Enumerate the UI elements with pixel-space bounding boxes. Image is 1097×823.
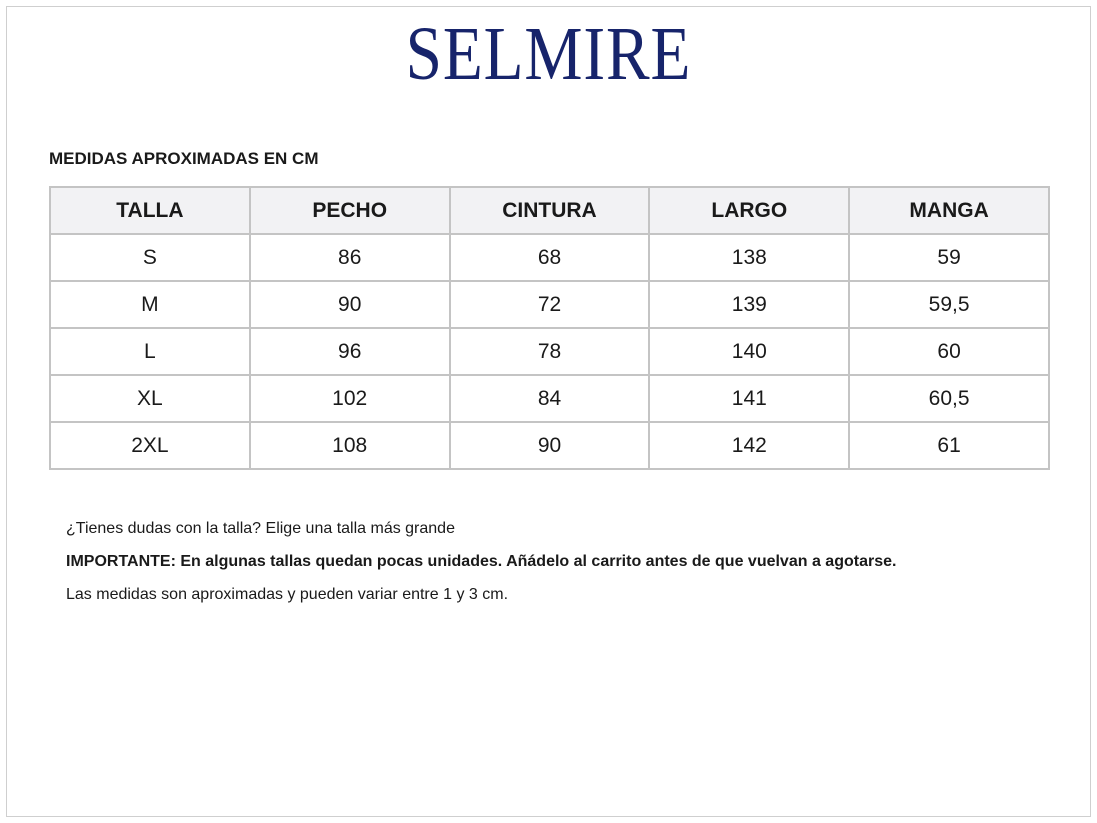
cell-largo: 141 xyxy=(649,375,849,422)
notes-block xyxy=(66,519,1066,618)
size-chart-table xyxy=(49,186,1050,470)
cell-cintura: 78 xyxy=(450,328,650,375)
cell-pecho: 90 xyxy=(250,281,450,328)
cell-cintura: 84 xyxy=(450,375,650,422)
cell-manga: 60 xyxy=(849,328,1049,375)
table-row xyxy=(50,422,1049,469)
table-row xyxy=(50,375,1049,422)
cell-largo: 139 xyxy=(649,281,849,328)
note-important: IMPORTANTE: En algunas tallas quedan pocas unidades. Añádelo al carrito antes de que vuelvan a agotarse. xyxy=(66,553,897,570)
table-row xyxy=(50,281,1049,328)
header-pecho: PECHO xyxy=(250,187,450,234)
header-manga: MANGA xyxy=(849,187,1049,234)
cell-manga: 61 xyxy=(849,422,1049,469)
cell-cintura: 90 xyxy=(450,422,650,469)
cell-pecho: 86 xyxy=(250,234,450,281)
header-talla: TALLA xyxy=(50,187,250,234)
cell-manga: 59 xyxy=(849,234,1049,281)
cell-pecho: 108 xyxy=(250,422,450,469)
cell-talla: 2XL xyxy=(50,422,250,469)
brand-logo: SELMIRE xyxy=(405,12,692,96)
cell-largo: 142 xyxy=(649,422,849,469)
cell-pecho: 96 xyxy=(250,328,450,375)
cell-manga: 59,5 xyxy=(849,281,1049,328)
cell-manga: 60,5 xyxy=(849,375,1049,422)
section-title: MEDIDAS APROXIMADAS EN CM xyxy=(49,149,319,168)
table-row xyxy=(50,234,1049,281)
header-cintura: CINTURA xyxy=(450,187,650,234)
cell-talla: M xyxy=(50,281,250,328)
table-row xyxy=(50,328,1049,375)
cell-talla: XL xyxy=(50,375,250,422)
cell-largo: 138 xyxy=(649,234,849,281)
note-size-doubt: ¿Tienes dudas con la talla? Elige una talla más grande xyxy=(66,520,455,537)
cell-cintura: 72 xyxy=(450,281,650,328)
note-disclaimer: Las medidas son aproximadas y pueden variar entre 1 y 3 cm. xyxy=(66,586,509,603)
cell-pecho: 102 xyxy=(250,375,450,422)
cell-largo: 140 xyxy=(649,328,849,375)
cell-cintura: 68 xyxy=(450,234,650,281)
table-header-row xyxy=(50,187,1049,234)
cell-talla: S xyxy=(50,234,250,281)
cell-talla: L xyxy=(50,328,250,375)
header-largo: LARGO xyxy=(649,187,849,234)
